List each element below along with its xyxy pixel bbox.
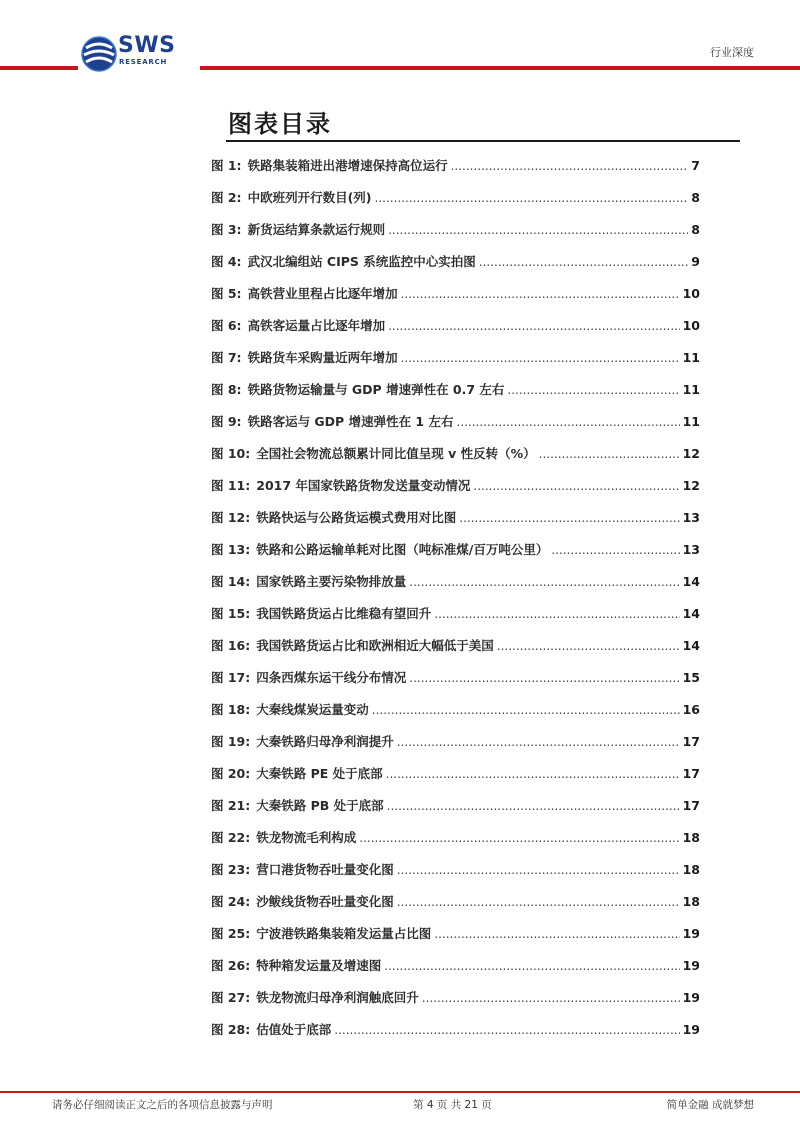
toc-entry[interactable] <box>211 378 700 410</box>
toc-entry-title: 铁路货物运输量与 GDP 增速弹性在 0.7 左右 <box>247 382 505 397</box>
toc-entry-label: 图 20: <box>211 766 251 781</box>
toc-entry-label: 图 5: <box>211 286 242 301</box>
toc-entry[interactable] <box>211 634 700 666</box>
toc-entry-label: 图 9: <box>211 414 242 429</box>
toc-entry-label: 图 4: <box>211 254 242 269</box>
toc-entry-page: 15 <box>682 670 700 685</box>
title-underline <box>226 140 740 142</box>
toc-entry-label: 图 6: <box>211 318 242 333</box>
toc-entry-label: 图 23: <box>211 862 251 877</box>
toc-entry-leader <box>388 314 680 338</box>
toc-entry-page: 17 <box>682 734 700 749</box>
toc-entry-label: 图 13: <box>211 542 251 557</box>
toc-entry-page: 16 <box>682 702 700 717</box>
toc-entry-title: 大秦线煤炭运量变动 <box>256 702 369 717</box>
logo-subtitle: RESEARCH <box>119 58 168 66</box>
toc-entry-page: 12 <box>682 446 700 461</box>
toc-entry-label: 图 3: <box>211 222 242 237</box>
toc-entry[interactable] <box>211 602 700 634</box>
toc-entry[interactable] <box>211 890 700 922</box>
toc-entry-title: 铁路集装箱进出港增速保持高位运行 <box>247 158 448 173</box>
toc-entry-title: 高铁客运量占比逐年增加 <box>247 318 386 333</box>
toc-entry[interactable] <box>211 954 700 986</box>
toc-entry-label: 图 26: <box>211 958 251 973</box>
toc-entry[interactable] <box>211 250 700 282</box>
toc-entry-label: 图 21: <box>211 798 251 813</box>
toc-entry-label: 图 2: <box>211 190 242 205</box>
toc-entry-leader <box>401 282 680 306</box>
toc-entry-page: 18 <box>682 894 700 909</box>
toc-entry-page: 10 <box>682 318 700 333</box>
toc-entry-page: 14 <box>682 606 700 621</box>
toc-entry-label: 图 25: <box>211 926 251 941</box>
toc-entry-page: 12 <box>682 478 700 493</box>
toc-entry-leader <box>397 890 680 914</box>
toc-entry-label: 图 27: <box>211 990 251 1005</box>
toc-entry[interactable] <box>211 986 700 1018</box>
toc-entry-label: 图 17: <box>211 670 251 685</box>
toc-entry-page: 9 <box>691 254 700 269</box>
toc-entry-title: 武汉北编组站 CIPS 系统监控中心实拍图 <box>247 254 476 269</box>
toc-entry-label: 图 24: <box>211 894 251 909</box>
toc-entry-title: 大秦铁路 PB 处于底部 <box>256 798 384 813</box>
toc-entry-title: 铁路和公路运输单耗对比图（吨标准煤/百万吨公里） <box>256 542 549 557</box>
toc-entry-label: 图 19: <box>211 734 251 749</box>
toc-entry-label: 图 12: <box>211 510 251 525</box>
page-title: 图表目录 <box>228 109 332 138</box>
toc-entry[interactable] <box>211 826 700 858</box>
toc-entry-title: 营口港货物吞吐量变化图 <box>256 862 394 877</box>
toc-entry-title: 沙鲅线货物吞吐量变化图 <box>256 894 394 909</box>
toc-entry[interactable] <box>211 730 700 762</box>
toc-entry-title: 大秦铁路 PE 处于底部 <box>256 766 383 781</box>
toc-entry-title: 2017 年国家铁路货物发送量变动情况 <box>256 478 471 493</box>
toc-entry-leader <box>422 986 680 1010</box>
toc-entry-label: 图 1: <box>211 158 242 173</box>
toc-entry-label: 图 22: <box>211 830 251 845</box>
toc-entry[interactable] <box>211 538 700 570</box>
toc-entry-title: 铁龙物流归母净利润触底回升 <box>256 990 419 1005</box>
toc-entry-title: 大秦铁路归母净利润提升 <box>256 734 394 749</box>
report-category: 行业深度 <box>710 46 754 59</box>
toc-entry-page: 19 <box>682 1022 700 1037</box>
toc-entry-leader <box>386 762 680 786</box>
toc-entry-label: 图 15: <box>211 606 251 621</box>
toc-entry[interactable] <box>211 762 700 794</box>
toc-entry[interactable] <box>211 282 700 314</box>
toc-entry-page: 14 <box>682 638 700 653</box>
toc-entry[interactable] <box>211 154 700 186</box>
toc-entry-leader <box>388 218 688 242</box>
toc-entry-leader <box>387 794 680 818</box>
toc-entry-title: 铁路快运与公路货运模式费用对比图 <box>256 510 457 525</box>
toc-entry-title: 国家铁路主要污染物排放量 <box>256 574 407 589</box>
toc-entry-page: 18 <box>682 830 700 845</box>
toc-entry-title: 新货运结算条款运行规则 <box>247 222 386 237</box>
toc-entry-title: 铁路货车采购量近两年增加 <box>247 350 398 365</box>
toc-entry-leader <box>409 666 679 690</box>
toc-entry-label: 图 16: <box>211 638 251 653</box>
toc-entry[interactable] <box>211 410 700 442</box>
toc-entry-title: 铁路客运与 GDP 增速弹性在 1 左右 <box>247 414 454 429</box>
toc-entry-label: 图 11: <box>211 478 251 493</box>
toc-entry-leader <box>451 154 689 178</box>
toc-entry-page: 13 <box>682 542 700 557</box>
toc-entry-label: 图 14: <box>211 574 251 589</box>
toc-entry[interactable] <box>211 218 700 250</box>
toc-entry[interactable] <box>211 922 700 954</box>
header-divider-right <box>200 66 800 70</box>
toc-entry-title: 特种箱发运量及增速图 <box>256 958 382 973</box>
figure-index-list <box>211 154 700 1050</box>
toc-entry-leader <box>401 346 680 370</box>
toc-entry-title: 中欧班列开行数目(列) <box>247 190 372 205</box>
toc-entry[interactable] <box>211 858 700 890</box>
toc-entry-label: 图 10: <box>211 446 251 461</box>
toc-entry-leader <box>459 506 679 530</box>
toc-entry-label: 图 7: <box>211 350 242 365</box>
toc-entry[interactable] <box>211 314 700 346</box>
toc-entry-leader <box>397 730 680 754</box>
toc-entry-page: 10 <box>682 286 700 301</box>
toc-entry-label: 图 28: <box>211 1022 251 1037</box>
toc-entry-page: 17 <box>682 798 700 813</box>
toc-entry-title: 高铁营业里程占比逐年增加 <box>247 286 398 301</box>
toc-entry-page: 14 <box>682 574 700 589</box>
toc-entry-leader <box>456 410 679 434</box>
toc-entry-title: 全国社会物流总额累计同比值呈现 v 性反转（%） <box>256 446 536 461</box>
toc-entry[interactable] <box>211 666 700 698</box>
page-number: 第 4 页 共 21 页 <box>413 1099 492 1111</box>
toc-entry-leader <box>397 858 680 882</box>
toc-entry-page: 13 <box>682 510 700 525</box>
toc-entry-leader <box>359 826 679 850</box>
toc-entry-leader <box>497 634 680 658</box>
toc-entry-title: 四条西煤东运干线分布情况 <box>256 670 407 685</box>
toc-entry-title: 铁龙物流毛利构成 <box>256 830 357 845</box>
toc-entry-leader <box>473 474 679 498</box>
toc-entry-label: 图 8: <box>211 382 242 397</box>
footer-divider <box>0 1091 800 1094</box>
toc-entry-page: 11 <box>682 350 700 365</box>
footer-slogan: 简单金融 成就梦想 <box>666 1099 754 1111</box>
toc-entry-title: 我国铁路货运占比维稳有望回升 <box>256 606 432 621</box>
toc-entry-title: 宁波港铁路集装箱发运量占比图 <box>256 926 432 941</box>
toc-entry-leader <box>507 378 679 402</box>
toc-entry-leader <box>409 570 679 594</box>
toc-entry-page: 17 <box>682 766 700 781</box>
toc-entry-page: 19 <box>682 926 700 941</box>
toc-entry-leader <box>434 922 679 946</box>
toc-entry[interactable] <box>211 346 700 378</box>
toc-entry-leader <box>479 250 689 274</box>
toc-entry[interactable] <box>211 506 700 538</box>
toc-entry-title: 估值处于底部 <box>256 1022 332 1037</box>
toc-entry[interactable] <box>211 1018 700 1050</box>
toc-entry-page: 11 <box>682 382 700 397</box>
toc-entry-page: 19 <box>682 958 700 973</box>
toc-entry[interactable] <box>211 442 700 474</box>
toc-entry-page: 8 <box>691 222 700 237</box>
toc-entry-page: 11 <box>682 414 700 429</box>
toc-entry-leader <box>434 602 679 626</box>
footer-disclaimer: 请务必仔细阅读正文之后的各项信息披露与声明 <box>52 1099 273 1111</box>
toc-entry-title: 我国铁路货运占比和欧洲相近大幅低于美国 <box>256 638 494 653</box>
toc-entry[interactable] <box>211 474 700 506</box>
toc-entry[interactable] <box>211 698 700 730</box>
toc-entry[interactable] <box>211 570 700 602</box>
toc-entry-leader <box>384 954 679 978</box>
toc-entry-page: 7 <box>691 158 700 173</box>
toc-entry-leader <box>372 698 680 722</box>
header-divider-left <box>0 66 78 70</box>
toc-entry-leader <box>375 186 689 210</box>
toc-entry[interactable] <box>211 794 700 826</box>
logo-text: SWS <box>118 33 176 58</box>
toc-entry-label: 图 18: <box>211 702 251 717</box>
toc-entry-leader <box>539 442 680 466</box>
toc-entry-page: 18 <box>682 862 700 877</box>
toc-entry-leader <box>334 1018 679 1042</box>
toc-entry-page: 19 <box>682 990 700 1005</box>
toc-entry[interactable] <box>211 186 700 218</box>
toc-entry-page: 8 <box>691 190 700 205</box>
toc-entry-leader <box>551 538 679 562</box>
